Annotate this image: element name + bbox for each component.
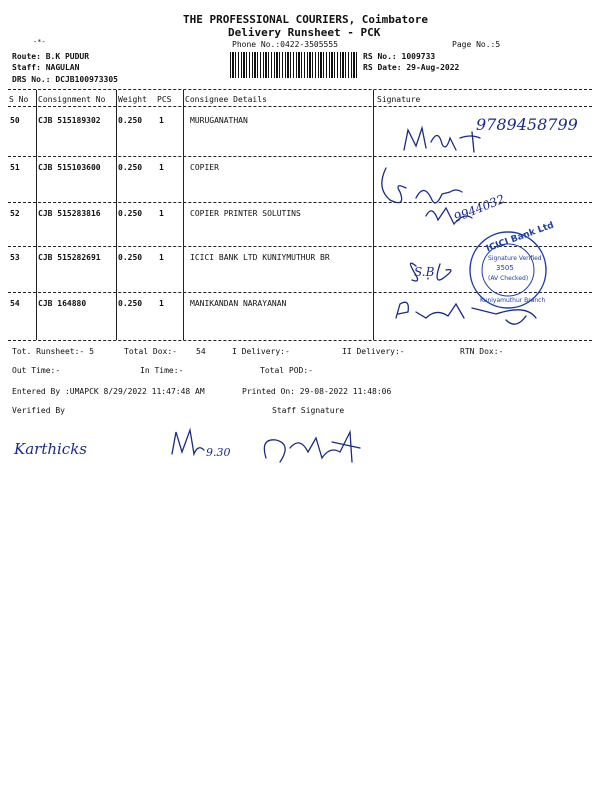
signature-stroke <box>264 432 360 462</box>
tot-runsheet: Tot. Runsheet:- 5 <box>12 347 94 356</box>
handwritten-stamp-sig: S.B <box>414 265 435 279</box>
printed-on: Printed On: 29-08-2022 11:48:06 <box>242 387 392 396</box>
cell-sno: 51 <box>10 163 20 172</box>
header-sno: S No <box>9 95 29 104</box>
cell-pcs: 1 <box>159 163 164 172</box>
header-consignment: Consignment No <box>38 95 106 104</box>
cell-consignee: COPIER PRINTER SOLUTINS <box>190 209 301 218</box>
cell-consignment: CJB 515103600 <box>38 163 101 172</box>
cell-consignee: MURUGANATHAN <box>190 116 248 125</box>
cell-pcs: 1 <box>159 299 164 308</box>
i-delivery: I Delivery:- <box>232 347 290 356</box>
ii-delivery: II Delivery:- <box>342 347 405 356</box>
cell-weight: 0.250 <box>118 163 143 172</box>
staff: Staff: NAGULAN <box>12 63 80 72</box>
footer-signatures <box>10 418 390 488</box>
stamp-checked: (AV Checked) <box>488 275 529 282</box>
table-top-rule <box>8 89 592 90</box>
column-divider <box>36 90 37 340</box>
route: Route: B.K PUDUR <box>12 52 90 61</box>
signature-stroke <box>172 430 204 454</box>
cell-consignment: CJB 515282691 <box>38 253 101 262</box>
signature-stroke <box>382 168 462 203</box>
cell-sno: 52 <box>10 209 20 218</box>
page-number: Page No.:5 <box>452 40 501 49</box>
cell-weight: 0.250 <box>118 299 143 308</box>
cell-sno: 50 <box>10 116 20 125</box>
column-divider <box>373 90 374 340</box>
signature-stroke <box>396 302 536 324</box>
drs-number: DRS No.: DCJB100973305 <box>12 75 118 84</box>
stamp-branch: Kuniyamuthur Branch <box>480 297 546 304</box>
column-divider <box>183 90 184 340</box>
ink-mark: -*- <box>33 38 46 46</box>
total-pod: Total POD:- <box>260 366 313 375</box>
cell-sno: 53 <box>10 253 20 262</box>
cell-consignee: COPIER <box>190 163 219 172</box>
cell-pcs: 1 <box>159 209 164 218</box>
rs-number: RS No.: 1009733 <box>363 52 436 61</box>
handwritten-time: 9.30 <box>206 446 231 459</box>
cell-pcs: 1 <box>159 116 164 125</box>
out-time: Out Time:- <box>12 366 61 375</box>
company-name: THE PROFESSIONAL COURIERS, Coimbatore <box>183 13 429 26</box>
rtn-dox: RTN Dox:- <box>460 347 504 356</box>
handwritten-signatures <box>376 108 596 340</box>
header-signature: Signature <box>377 95 421 104</box>
cell-consignee: MANIKANDAN NARAYANAN <box>190 299 287 308</box>
in-time: In Time:- <box>140 366 184 375</box>
cell-pcs: 1 <box>159 253 164 262</box>
cell-weight: 0.250 <box>118 253 143 262</box>
stamp-code: 3505 <box>496 264 514 272</box>
cell-consignment: CJB 164880 <box>38 299 87 308</box>
table-header-rule <box>8 106 592 107</box>
handwritten-phone-2: 9944032 <box>451 191 507 225</box>
cell-consignment: CJB 515189302 <box>38 116 101 125</box>
total-dox-value: 54 <box>196 347 206 356</box>
header-consignee: Consignee Details <box>185 95 267 104</box>
document-title: Delivery Runsheet - PCK <box>228 26 381 39</box>
stamp-bank-name: ICICI Bank Ltd <box>484 220 556 255</box>
handwritten-verified-name: Karthicks <box>14 440 87 458</box>
entered-by: Entered By :UMAPCK 8/29/2022 11:47:48 AM <box>12 387 205 396</box>
rs-date: RS Date: 29-Aug-2022 <box>363 63 460 72</box>
signature-stroke <box>404 128 480 152</box>
verified-by-label: Verified By <box>12 406 65 415</box>
handwritten-phone-1: 9789458799 <box>476 115 578 134</box>
phone-number: Phone No.:0422-3505555 <box>232 40 338 49</box>
header-weight: Weight <box>118 95 147 104</box>
cell-weight: 0.250 <box>118 209 143 218</box>
cell-consignment: CJB 515283816 <box>38 209 101 218</box>
staff-signature-label: Staff Signature <box>272 406 345 415</box>
table-bottom-rule <box>8 340 592 341</box>
total-dox-label: Total Dox:- <box>124 347 177 356</box>
column-divider <box>116 90 117 340</box>
bank-stamp <box>470 221 555 308</box>
cell-sno: 54 <box>10 299 20 308</box>
stamp-verified: Signature Verified <box>488 255 542 262</box>
header-pcs: PCS <box>157 95 172 104</box>
barcode <box>230 52 358 78</box>
cell-weight: 0.250 <box>118 116 143 125</box>
cell-consignee: ICICI BANK LTD KUNIYMUTHUR BR <box>190 253 330 262</box>
